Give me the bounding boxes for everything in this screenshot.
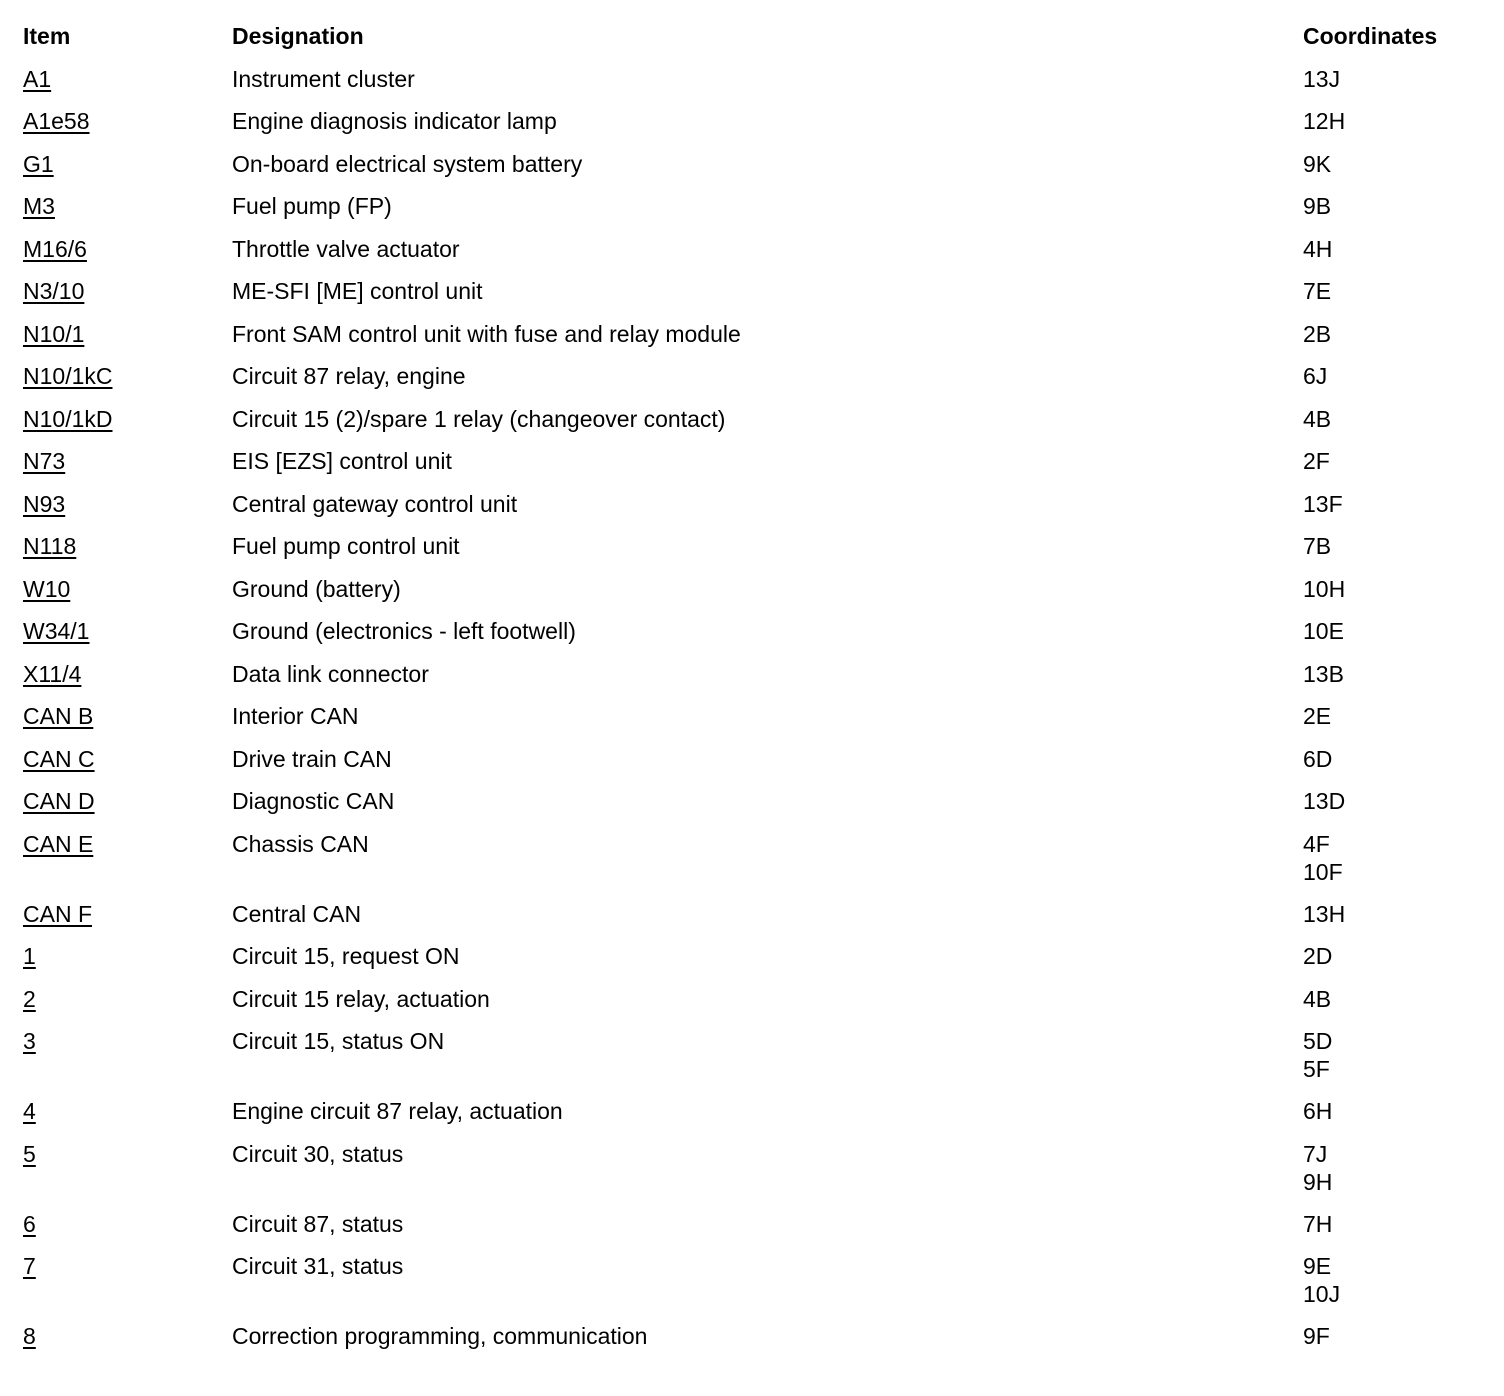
table-row <box>0 192 1504 235</box>
coordinate-value: 2D <box>1303 943 1333 969</box>
designation-cell: Diagnostic CAN <box>232 788 395 814</box>
item-link[interactable]: CAN D <box>23 788 95 814</box>
designation-cell: Engine diagnosis indicator lamp <box>232 108 557 134</box>
coordinate-value: 7E <box>1303 278 1332 304</box>
coordinates-cell <box>1303 1322 1483 1350</box>
coordinate-value: 7H <box>1303 1210 1333 1237</box>
coordinate-value: 7B <box>1303 533 1332 559</box>
item-link[interactable]: A1e58 <box>23 108 90 134</box>
designation-cell: Circuit 30, status <box>232 1140 404 1167</box>
designation-cell: On-board electrical system battery <box>232 150 583 177</box>
coordinate-value: 13D <box>1303 788 1346 814</box>
designation-cell: Circuit 15, status ON <box>232 1028 445 1054</box>
coordinates-cell <box>1303 1210 1483 1238</box>
item-link[interactable]: N118 <box>23 533 77 559</box>
table-body <box>0 65 1504 1365</box>
item-cell <box>0 1252 232 1280</box>
coordinates-column-header: Coordinates <box>1303 23 1438 49</box>
item-cell <box>0 1322 232 1350</box>
coordinates-cell <box>1303 405 1483 433</box>
item-cell <box>0 787 232 815</box>
coordinates-cell <box>1303 532 1483 560</box>
coordinate-value: 9E <box>1303 1253 1332 1279</box>
item-link[interactable]: 5 <box>23 1140 36 1167</box>
designation-cell: Instrument cluster <box>232 65 415 92</box>
table-row <box>0 702 1504 745</box>
coordinate-value: 6J <box>1303 363 1328 389</box>
coordinates-cell <box>1303 320 1483 348</box>
coordinate-value: 9K <box>1303 150 1332 177</box>
item-link[interactable]: N3/10 <box>23 278 85 304</box>
item-link[interactable]: CAN B <box>23 703 94 729</box>
item-link[interactable]: 8 <box>23 1323 36 1349</box>
table-row <box>0 660 1504 703</box>
item-link[interactable]: W34/1 <box>23 618 90 644</box>
item-link[interactable]: A1 <box>23 65 52 92</box>
coordinate-value: 13H <box>1303 900 1346 927</box>
table-row <box>0 490 1504 533</box>
coordinate-value: 2B <box>1303 320 1332 347</box>
designation-cell: Correction programming, communication <box>232 1323 648 1349</box>
designation-cell: Engine circuit 87 relay, actuation <box>232 1098 563 1124</box>
item-link[interactable]: 6 <box>23 1210 36 1237</box>
table-row <box>0 1027 1504 1097</box>
designation-cell: Ground (battery) <box>232 575 401 602</box>
item-link[interactable]: M16/6 <box>23 235 87 262</box>
item-link[interactable]: 2 <box>23 985 36 1012</box>
item-cell <box>0 405 232 433</box>
designation-cell: Circuit 15 relay, actuation <box>232 985 490 1012</box>
coordinates-cell <box>1303 787 1483 815</box>
table-row <box>0 320 1504 363</box>
item-cell <box>0 575 232 603</box>
item-cell <box>0 150 232 178</box>
item-cell <box>0 745 232 773</box>
component-legend-table <box>0 22 1504 1365</box>
item-cell <box>0 660 232 688</box>
coordinates-cell <box>1303 830 1483 886</box>
item-cell <box>0 235 232 263</box>
table-row <box>0 942 1504 985</box>
item-cell <box>0 65 232 93</box>
item-link[interactable]: N10/1 <box>23 320 85 347</box>
item-link[interactable]: W10 <box>23 575 71 602</box>
coordinates-cell <box>1303 235 1483 263</box>
item-link[interactable]: M3 <box>23 193 55 219</box>
coordinates-cell <box>1303 702 1483 730</box>
coordinates-cell <box>1303 942 1483 970</box>
table-row <box>0 532 1504 575</box>
coordinates-cell <box>1303 150 1483 178</box>
coordinates-cell <box>1303 1027 1483 1083</box>
coordinate-value: 2F <box>1303 448 1330 474</box>
item-cell <box>0 1140 232 1168</box>
table-row <box>0 235 1504 278</box>
item-cell <box>0 1097 232 1125</box>
table-row <box>0 1252 1504 1322</box>
table-row <box>0 617 1504 660</box>
item-cell <box>0 362 232 390</box>
item-cell <box>0 1027 232 1055</box>
coordinate-value: 6H <box>1303 1098 1333 1124</box>
item-cell <box>0 985 232 1013</box>
coordinates-cell <box>1303 985 1483 1013</box>
item-cell <box>0 107 232 135</box>
item-link[interactable]: 3 <box>23 1028 36 1054</box>
item-link[interactable]: 1 <box>23 943 36 969</box>
coordinate-value: 4F <box>1303 830 1330 857</box>
coordinate-value: 13B <box>1303 660 1344 687</box>
coordinates-cell <box>1303 660 1483 688</box>
coordinates-cell <box>1303 362 1483 390</box>
designation-cell: EIS [EZS] control unit <box>232 448 452 474</box>
coordinate-value: 2E <box>1303 703 1332 729</box>
table-row <box>0 1322 1504 1365</box>
table-row <box>0 1210 1504 1253</box>
item-link[interactable]: N10/1kD <box>23 405 113 432</box>
designation-cell: Fuel pump (FP) <box>232 193 392 219</box>
coordinate-value: 10H <box>1303 575 1346 602</box>
coordinate-value: 4B <box>1303 985 1332 1012</box>
item-link[interactable]: CAN E <box>23 830 94 857</box>
coordinates-cell <box>1303 1140 1483 1196</box>
coordinate-value: 10F <box>1303 858 1343 885</box>
item-link[interactable]: CAN F <box>23 900 92 927</box>
item-cell <box>0 192 232 220</box>
designation-cell: Circuit 87, status <box>232 1210 404 1237</box>
item-cell <box>0 900 232 928</box>
coordinate-value: 13F <box>1303 490 1343 517</box>
coordinate-value: 5D <box>1303 1028 1333 1054</box>
designation-cell: Circuit 15 (2)/spare 1 relay (changeover contact) <box>232 405 726 432</box>
designation-cell: Central CAN <box>232 900 362 927</box>
item-link[interactable]: N73 <box>23 448 66 474</box>
coordinates-cell <box>1303 192 1483 220</box>
coordinate-value: 13J <box>1303 65 1341 92</box>
table-row <box>0 745 1504 788</box>
table-row <box>0 447 1504 490</box>
table-row <box>0 575 1504 618</box>
designation-cell: Central gateway control unit <box>232 490 518 517</box>
item-cell <box>0 942 232 970</box>
designation-cell: Circuit 87 relay, engine <box>232 363 466 389</box>
coordinate-value: 12H <box>1303 108 1346 134</box>
coordinates-cell <box>1303 490 1483 518</box>
designation-cell: Circuit 15, request ON <box>232 943 460 969</box>
table-row <box>0 362 1504 405</box>
coordinate-value: 4H <box>1303 235 1333 262</box>
item-column-header: Item <box>23 23 71 49</box>
item-cell <box>0 320 232 348</box>
coordinates-cell <box>1303 575 1483 603</box>
coordinates-cell <box>1303 1252 1483 1308</box>
designation-cell: Fuel pump control unit <box>232 533 460 559</box>
coordinate-value: 9B <box>1303 193 1332 219</box>
item-cell <box>0 1210 232 1238</box>
table-row <box>0 900 1504 943</box>
table-row <box>0 787 1504 830</box>
coordinate-value: 7J <box>1303 1140 1328 1167</box>
designation-cell: Circuit 31, status <box>232 1253 404 1279</box>
table-row <box>0 405 1504 448</box>
table-row <box>0 150 1504 193</box>
table-row <box>0 277 1504 320</box>
coordinates-cell <box>1303 1097 1483 1125</box>
table-row <box>0 985 1504 1028</box>
item-link[interactable]: G1 <box>23 150 54 177</box>
item-cell <box>0 702 232 730</box>
table-row <box>0 1140 1504 1210</box>
designation-cell: Front SAM control unit with fuse and relay module <box>232 320 741 347</box>
table-header-row <box>0 22 1504 65</box>
designation-cell: Interior CAN <box>232 703 359 729</box>
item-cell <box>0 830 232 858</box>
designation-column-header: Designation <box>232 23 364 49</box>
item-cell <box>0 617 232 645</box>
coordinate-value: 9F <box>1303 1323 1330 1349</box>
designation-cell: Ground (electronics - left footwell) <box>232 618 576 644</box>
table-row <box>0 1097 1504 1140</box>
item-link[interactable]: N93 <box>23 490 66 517</box>
coordinates-cell <box>1303 107 1483 135</box>
table-row <box>0 107 1504 150</box>
item-cell <box>0 490 232 518</box>
designation-cell: Chassis CAN <box>232 830 369 857</box>
coordinate-value: 10J <box>1303 1281 1341 1307</box>
coordinate-value: 6D <box>1303 745 1333 772</box>
coordinates-cell <box>1303 65 1483 93</box>
coordinates-cell <box>1303 745 1483 773</box>
coordinates-cell <box>1303 447 1483 475</box>
coordinates-cell <box>1303 900 1483 928</box>
coordinate-value: 5F <box>1303 1056 1330 1082</box>
coordinate-value: 10E <box>1303 618 1344 644</box>
item-link[interactable]: 4 <box>23 1098 36 1124</box>
item-link[interactable]: N10/1kC <box>23 363 113 389</box>
item-cell <box>0 277 232 305</box>
table-row <box>0 830 1504 900</box>
item-cell <box>0 532 232 560</box>
item-link[interactable]: CAN C <box>23 745 95 772</box>
coordinate-value: 4B <box>1303 405 1332 432</box>
coordinates-cell <box>1303 277 1483 305</box>
designation-cell: Data link connector <box>232 660 429 687</box>
coordinates-cell <box>1303 617 1483 645</box>
coordinate-value: 9H <box>1303 1168 1333 1195</box>
designation-cell: ME-SFI [ME] control unit <box>232 278 483 304</box>
designation-cell: Throttle valve actuator <box>232 235 460 262</box>
item-cell <box>0 447 232 475</box>
item-link[interactable]: X11/4 <box>23 660 82 687</box>
designation-cell: Drive train CAN <box>232 745 392 772</box>
item-link[interactable]: 7 <box>23 1253 36 1279</box>
table-row <box>0 65 1504 108</box>
